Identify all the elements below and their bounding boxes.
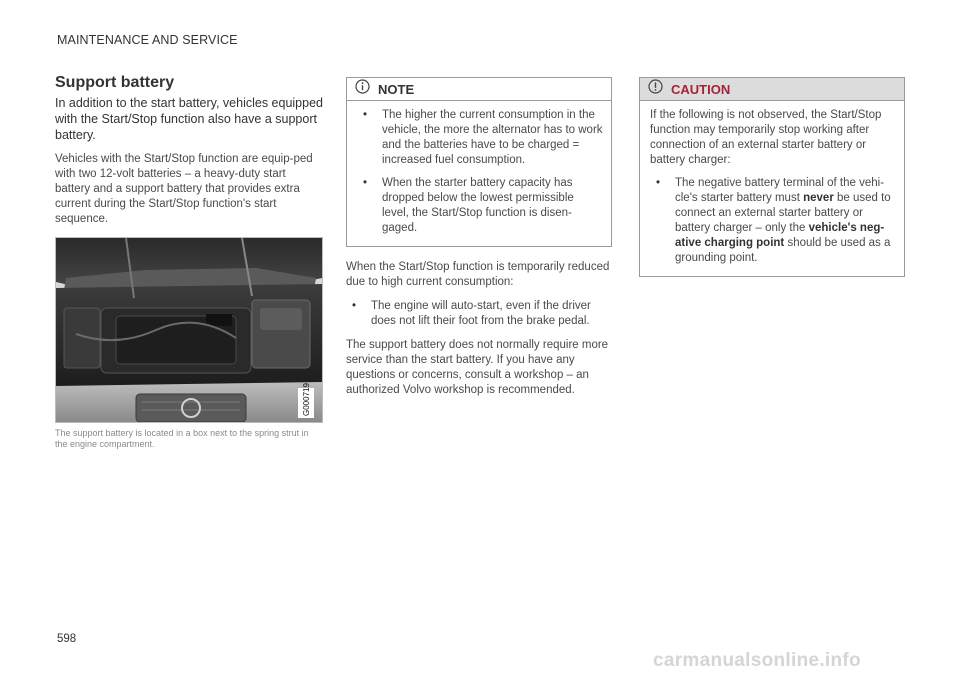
section-title: Support battery [55, 74, 175, 91]
page-number: 598 [57, 633, 77, 645]
body-paragraph: The support battery does not normally require more service than the start battery. If you have any questions or concerns, consult a workshop – an authorized Volvo workshop is recommended. [346, 339, 609, 396]
note-heading: NOTE [378, 81, 415, 97]
caution-header [640, 78, 904, 101]
note-item: • When the starter battery capacity has dropped below the lowest permissible level, the Start/Stop function is disen-gaged. [357, 176, 603, 236]
body-paragraph: Vehicles with the Start/Stop function are equip-ped with two 12-volt batteries – a heavy-duty start battery and a support battery that provides extra current during the Start/Stop function's start sequence. [55, 153, 313, 225]
section-header: MAINTENANCE AND SERVICE [57, 33, 238, 47]
warning-icon [648, 79, 663, 99]
body-paragraph: When the Start/Stop function is temporarily reduced due to high current consumption: [346, 261, 610, 288]
engine-compartment-image [55, 237, 323, 423]
caution-box [639, 77, 905, 277]
image-code: G000719 [302, 383, 311, 416]
note-header [347, 78, 611, 101]
right-column [639, 77, 905, 277]
caution-heading: CAUTION [671, 81, 731, 97]
info-icon [355, 79, 370, 99]
watermark: carmanualsonline.info [653, 650, 861, 671]
caution-item: • The negative battery terminal of the vehi-cle's starter battery must never be used to connect an external starter battery or battery charger – only the vehicle's neg-ative charging point should be used as a grounding point. [650, 176, 896, 266]
left-column [55, 74, 323, 450]
note-item: • The higher the current consumption in the vehicle, the more the alternator has to work and the batteries have to be charged = increased fuel consumption. [357, 108, 603, 168]
middle-column [346, 77, 612, 407]
image-caption: The support battery is located in a box next to the spring strut in the engine compartment. [55, 428, 309, 449]
caution-intro: If the following is not observed, the Start/Stop function may temporarily stop working after connection of an external starter battery or battery charger: [650, 109, 882, 166]
list-item: • The engine will auto-start, even if the driver does not lift their foot from the brake pedal. [346, 299, 612, 329]
lead-paragraph: In addition to the start battery, vehicles equipped with the Start/Stop function also have a support battery. [55, 96, 323, 142]
note-box [346, 77, 612, 247]
